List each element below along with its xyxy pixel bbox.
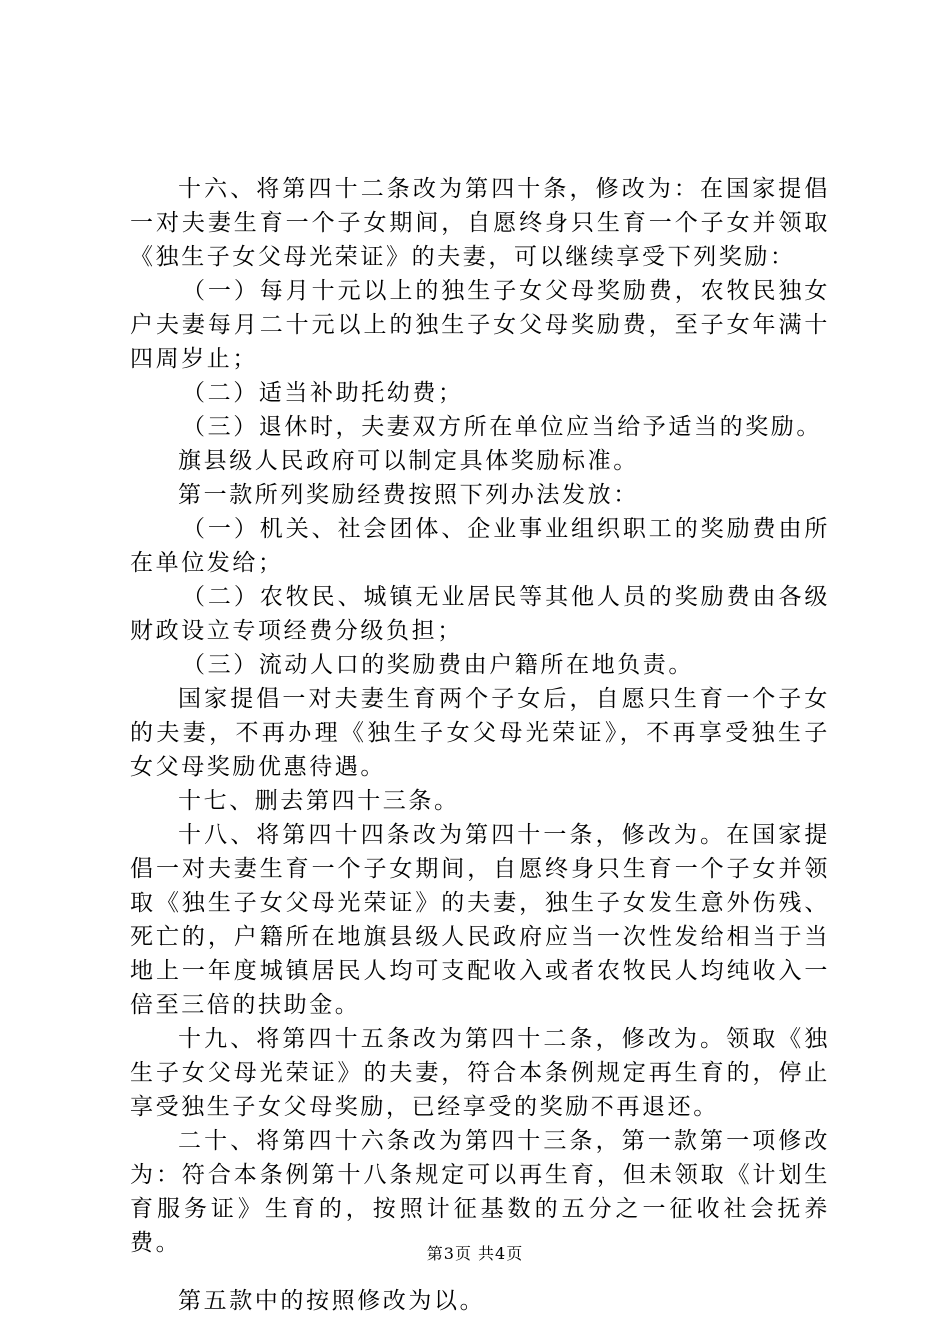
paragraph-item-3: （三）退休时，夫妻双方所在单位应当给予适当的奖励。 [182, 414, 822, 440]
paragraph-funding-item-2: （二）农牧民、城镇无业居民等其他人员的奖励费由各级财政设立专项经费分级负担； [130, 584, 830, 644]
paragraph-article-18: 十八、将第四十四条改为第四十一条，修改为。在国家提倡一对夫妻生育一个子女期间，自愿终身只生育一个子女并领取《独生子女父母光荣证》的夫妻，独生子女发生意外伤残、死亡的，户籍所在地旗县级人民政府应当一次性发给相当于当地上一年度城镇居民人均可支配收入或者农牧民人均纯收入一倍至三倍的扶助金。 [130, 822, 830, 1018]
paragraph-article-19: 十九、将第四十五条改为第四十二条，修改为。领取《独生子女父母光荣证》的夫妻，符合本条例规定再生育的，停止享受独生子女父母奖励，已经享受的奖励不再退还。 [130, 1026, 830, 1120]
paragraph-article-20: 二十、将第四十六条改为第四十三条，第一款第一项修改为：符合本条例第十八条规定可以再生育，但未领取《计划生育服务证》生育的，按照计征基数的五分之一征收社会抚养费。 [130, 1128, 830, 1256]
paragraph-funding-method: 第一款所列奖励经费按照下列办法发放： [178, 482, 639, 508]
paragraph-item-2: （二）适当补助托幼费； [182, 380, 464, 406]
paragraph-item-1: （一）每月十元以上的独生子女父母奖励费，农牧民独女户夫妻每月二十元以上的独生子女父母奖励费，至子女年满十四周岁止； [130, 278, 830, 372]
paragraph-funding-item-3: （三）流动人口的奖励费由户籍所在地负责。 [182, 652, 694, 678]
paragraph-article-16: 十六、将第四十二条改为第四十条，修改为：在国家提倡一对夫妻生育一个子女期间，自愿终身只生育一个子女并领取《独生子女父母光荣证》的夫妻，可以继续享受下列奖励： [130, 176, 830, 270]
paragraph-fifth-clause: 第五款中的按照修改为以。 [178, 1288, 486, 1314]
paragraph-funding-item-1: （一）机关、社会团体、企业事业组织职工的奖励费由所在单位发给； [130, 516, 830, 576]
paragraph-two-children: 国家提倡一对夫妻生育两个子女后，自愿只生育一个子女的夫妻，不再办理《独生子女父母光荣证》，不再享受独生子女父母奖励优惠待遇。 [130, 686, 830, 780]
document-body [130, 172, 830, 1318]
paragraph-reward-standard: 旗县级人民政府可以制定具体奖励标准。 [178, 448, 639, 474]
paragraph-article-17: 十七、删去第四十三条。 [178, 788, 460, 814]
page-footer [0, 1244, 950, 1264]
page-number: 第3页 共4页 [426, 1244, 524, 1263]
